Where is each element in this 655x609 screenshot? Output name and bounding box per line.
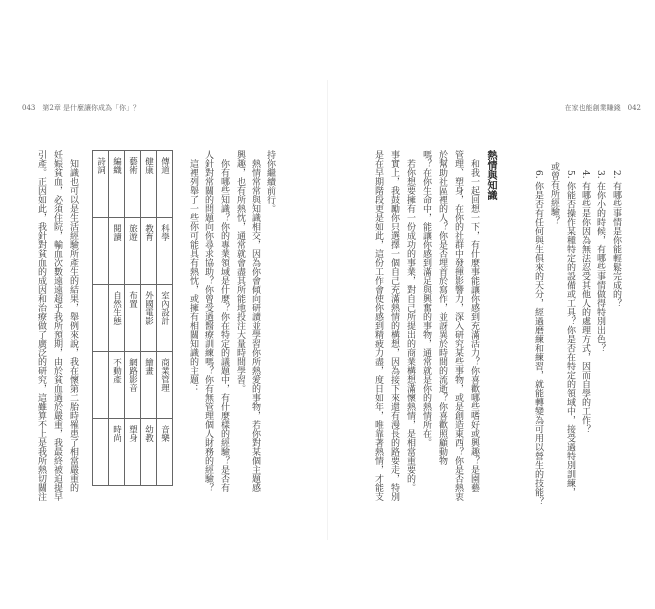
topic-label: 時尚 bbox=[111, 425, 122, 442]
table-cell bbox=[109, 419, 125, 486]
question-item: 3. 在你小的時候，有哪些事情做得特別出色？ bbox=[595, 170, 605, 353]
table-row bbox=[93, 218, 173, 285]
table-cell bbox=[125, 352, 141, 419]
table-cell bbox=[125, 285, 141, 352]
table-cell bbox=[157, 218, 173, 285]
paragraph-line: 你有哪些知識？你的專業領域是什麼？你在特定的議題中，有什麼樣的經驗？是否有 bbox=[219, 150, 229, 492]
paragraph-line: 嗎？在你生命中，能讓你感到滿足與興奮的事物，通常就是你的熱情所在。 bbox=[421, 150, 431, 447]
table-cell bbox=[141, 285, 157, 352]
table-cell bbox=[109, 218, 125, 285]
table-cell bbox=[93, 352, 109, 419]
table-cell bbox=[93, 285, 109, 352]
table-cell bbox=[157, 352, 173, 419]
topic-label: 商業管理 bbox=[159, 358, 170, 392]
paragraph-line: 是在早期階段更是如此，這份工作會使你感到精疲力盡，度日如年，唯靠著熱情，才能支 bbox=[373, 150, 383, 501]
table-cell bbox=[141, 218, 157, 285]
table-cell bbox=[141, 419, 157, 486]
topic-label: 傳道 bbox=[159, 157, 170, 174]
table-cell bbox=[93, 151, 109, 218]
topic-label: 自然生態 bbox=[111, 291, 122, 325]
topic-label: 旅遊 bbox=[127, 224, 138, 241]
table-cell bbox=[125, 218, 141, 285]
section-heading: 熱情與知識 bbox=[485, 150, 496, 200]
table-cell bbox=[157, 285, 173, 352]
topic-label: 藝術 bbox=[127, 157, 138, 174]
topic-label: 健康 bbox=[143, 157, 154, 174]
topic-label: 閱讀 bbox=[111, 224, 122, 241]
topic-label: 教育 bbox=[143, 224, 154, 241]
question-item: 或曾有所經驗？ bbox=[549, 150, 559, 225]
paragraph-line: 持你繼續前行。 bbox=[265, 150, 275, 213]
question-item: 2. 有哪些事情是你能輕鬆完成的？ bbox=[611, 170, 621, 308]
table-cell bbox=[109, 352, 125, 419]
question-item: 5. 你能否操作某種特定的設備或工具？你是否在特定的領域中，接受過特別訓練， bbox=[565, 170, 575, 497]
topic-label: 室內設計 bbox=[159, 291, 170, 325]
topic-label: 科學 bbox=[159, 224, 170, 241]
table-row bbox=[93, 352, 173, 419]
topic-label: 不動產 bbox=[111, 358, 122, 384]
topic-label: 網路影音 bbox=[127, 358, 138, 392]
table-cell bbox=[93, 419, 109, 486]
table-cell bbox=[125, 419, 141, 486]
paragraph-line: 若你想要擁有一份成功的事業，對自己所提出的商業構想滿懷熱情，是相當重要的。 bbox=[405, 150, 415, 492]
table-row bbox=[93, 419, 173, 486]
topic-label: 幼教 bbox=[143, 425, 154, 442]
topic-label: 塑身 bbox=[127, 425, 138, 442]
paragraph-line: 於幫助社區裡的人？你是否埋首於寫作，並訝異於時間的流逝？你喜歡照顧動物 bbox=[437, 150, 447, 465]
paragraph-line: 和我一起回想一下，有什麼事能讓你感到充滿活力？你喜歡哪些嗜好或興趣？是園藝 bbox=[469, 150, 479, 492]
topics-table bbox=[92, 150, 173, 486]
paragraph-line: 熱情常常與知識相交，因為你會傾向研讀並學習你所熱愛的事物，若你對某個主題感 bbox=[250, 150, 260, 492]
table-cell bbox=[141, 352, 157, 419]
table-cell bbox=[125, 151, 141, 218]
paragraph-line: 這裡列舉了一些你可能具有熱忱，或擁有相關知識的主題： bbox=[188, 150, 198, 393]
table-cell bbox=[93, 218, 109, 285]
topic-label: 音樂 bbox=[159, 425, 170, 442]
paragraph-line: 興趣，也有所熱忱，通常就會盡其所能地投注大量時間學習。 bbox=[235, 150, 245, 393]
table-cell bbox=[109, 151, 125, 218]
topic-label: 外國電影 bbox=[143, 291, 154, 325]
paragraph-line: 管理、塑身，在你的社群中發揮影響力，深入研究某些事物，或是創造東西？你是否熱衷 bbox=[453, 150, 463, 501]
topic-label: 繪畫 bbox=[143, 358, 154, 375]
table-cell bbox=[157, 419, 173, 486]
paragraph-line: 妊娠貧血，必須住院，輸血次數遠遠超乎我所預期，由於貧血過於嚴重，我最終被迫提早 bbox=[52, 150, 62, 501]
paragraph-line: 人針對常關的問題向你尋求協助？你曾受過醫療訓練嗎？你有無管理個人財務的經驗？ bbox=[203, 150, 213, 492]
table-cell bbox=[141, 151, 157, 218]
right-page-header: 在家也能創業賺錢 042 bbox=[564, 104, 641, 112]
paragraph-line: 知識也可以是生活經驗所產生的結果，舉例來說，我在懷第二胎時罹患了相當嚴重的 bbox=[68, 150, 78, 492]
page-gutter bbox=[327, 80, 328, 540]
question-item: 4. 有哪些是你因為無法忍受其他人的處理方式，因而自學的工作？ bbox=[580, 170, 590, 434]
left-page-header: 043 第2章 是什麼讓你成為「你」？ bbox=[22, 104, 141, 112]
topic-label: 編織 bbox=[111, 157, 122, 174]
paragraph-line: 事實上，我鼓勵你只選擇一個自己充滿熱情的構想，因為接下來還有漫長的路要走，特別 bbox=[389, 150, 399, 501]
topic-label: 詩詞 bbox=[95, 157, 106, 174]
question-item: 6. 你是否有任何與生俱來的天分，經過磨練和練習，就能轉變為可用以營生的技能？ bbox=[533, 170, 543, 506]
topic-label: 布置 bbox=[127, 291, 138, 308]
table-row bbox=[93, 285, 173, 352]
table-cell bbox=[157, 151, 173, 218]
table-row bbox=[93, 151, 173, 218]
paragraph-line: 引產。正因如此，我針對貧血的成因和治療做了廣泛的研究，這雖算不上是我所熱切關注 bbox=[36, 150, 46, 501]
table-cell bbox=[109, 285, 125, 352]
